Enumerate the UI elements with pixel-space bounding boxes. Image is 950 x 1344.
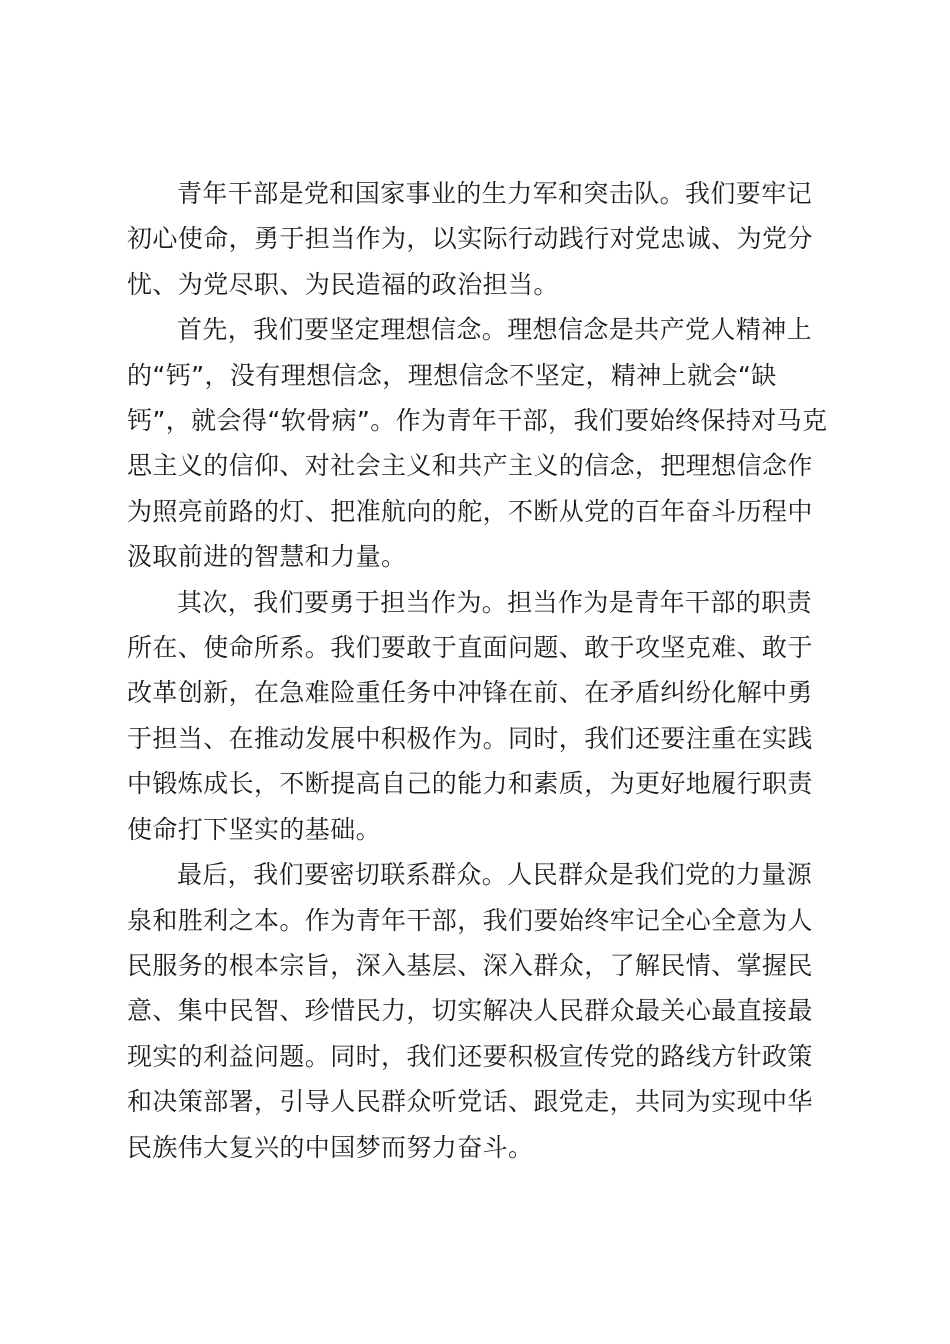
text-line: 思主义的信仰、对社会主义和共产主义的信念，把理想信念作 <box>127 451 813 481</box>
text-line: 民族伟大复兴的中国梦而努力奋斗。 <box>127 1132 534 1162</box>
text-line: 其次，我们要勇于担当作为。担当作为是青年干部的职责 <box>177 587 813 617</box>
paragraph-second <box>127 580 819 852</box>
text-line: 和决策部署，引导人民群众听党话、跟党走，共同为实现中华 <box>127 1087 813 1117</box>
text-line: 于担当、在推动发展中积极作为。同时，我们还要注重在实践 <box>127 723 813 753</box>
text-line: 的“钙”，没有理想信念，理想信念不坚定，精神上就会“缺 <box>127 360 777 390</box>
text-line: 为照亮前路的灯、把准航向的舵，不断从党的百年奋斗历程中 <box>127 496 813 526</box>
text-line: 现实的利益问题。同时，我们还要积极宣传党的路线方针政策 <box>127 1041 813 1071</box>
text-line: 泉和胜利之本。作为青年干部，我们要始终牢记全心全意为人 <box>127 905 813 935</box>
text-line: 民服务的根本宗旨，深入基层、深入群众，了解民情、掌握民 <box>127 950 813 980</box>
text-line: 钙”，就会得“软骨病”。作为青年干部，我们要始终保持对马克 <box>127 406 828 436</box>
document-body <box>127 171 828 1170</box>
text-line: 中锻炼成长，不断提高自己的能力和素质，为更好地履行职责 <box>127 769 813 799</box>
text-line: 改革创新，在急难险重任务中冲锋在前、在矛盾纠纷化解中勇 <box>127 678 813 708</box>
text-line: 青年干部是党和国家事业的生力军和突击队。我们要牢记 <box>177 179 813 208</box>
text-line: 意、集中民智、珍惜民力，切实解决人民群众最关心最直接最 <box>127 996 813 1026</box>
paragraph-last <box>127 852 819 1170</box>
text-line: 忧、为党尽职、为民造福的政治担当。 <box>127 269 559 299</box>
text-line: 汲取前进的智慧和力量。 <box>127 542 407 572</box>
text-line: 使命打下坚实的基础。 <box>127 814 382 844</box>
text-line: 初心使命，勇于担当作为，以实际行动践行对党忠诚、为党分 <box>127 224 813 254</box>
paragraph-intro <box>127 171 819 307</box>
text-line: 所在、使命所系。我们要敢于直面问题、敢于攻坚克难、敢于 <box>127 633 813 663</box>
text-line: 最后，我们要密切联系群众。人民群众是我们党的力量源 <box>177 860 813 890</box>
text-line: 首先，我们要坚定理想信念。理想信念是共产党人精神上 <box>177 315 813 345</box>
paragraph-first <box>127 307 828 579</box>
